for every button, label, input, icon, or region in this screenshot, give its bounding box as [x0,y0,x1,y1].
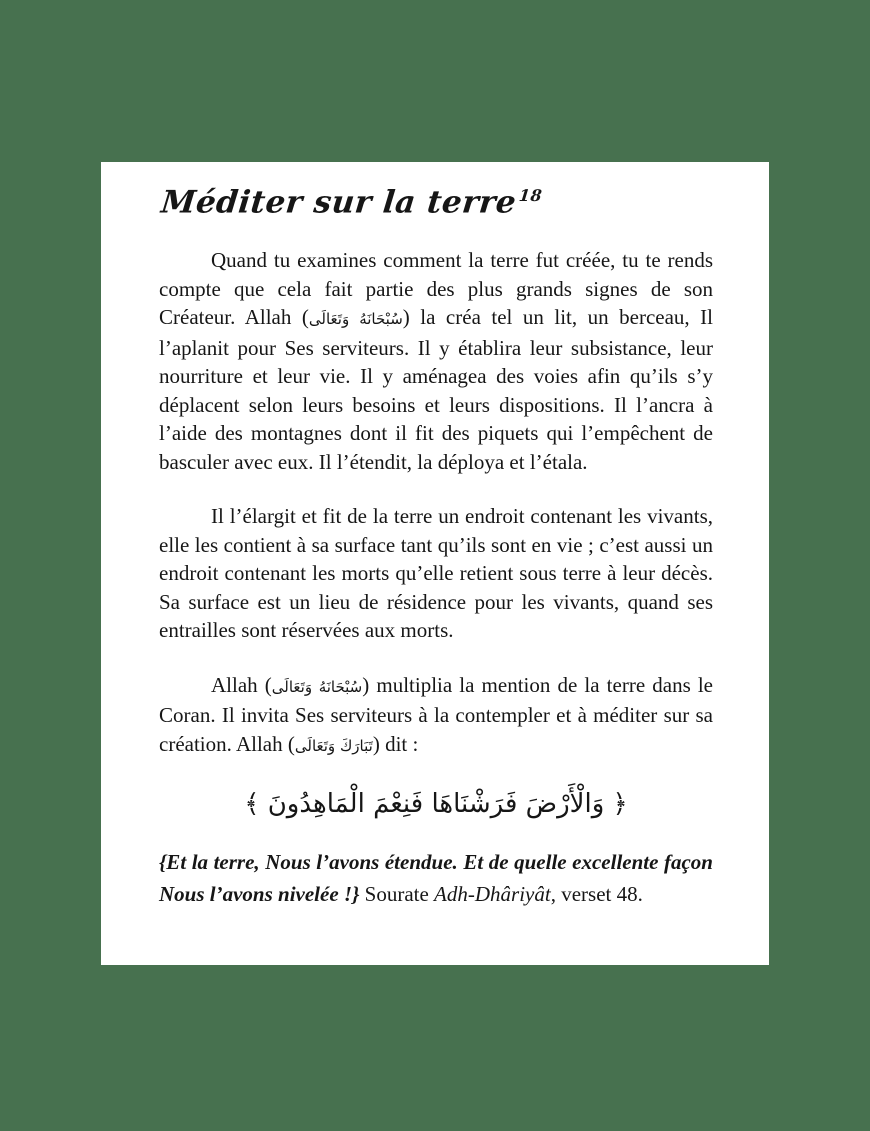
paragraph-1-text-a: Quand tu examines comment la terre fut créée, tu te rends compte que cela fait partie des plus grands signes de son Créateur. Allah ( [159,248,713,330]
sourate-name: Adh-Dhâriyât [434,882,551,907]
paragraph-3-text-c: ) dit : [372,731,419,756]
paragraph-1 [159,246,713,476]
footnote-reference: 18 [517,186,544,205]
paragraph-2: Il l’élargit et fit de la terre un endroit contenant les vivants, elle les contient à sa surface tant qu’ils sont en vie ; c’est aussi un endroit contenant les morts qu’elle retient sous terre à leur décès. Sa surface est un lieu de résidence pour les vivants, quand ses entrailles sont réservées aux morts. [159,504,713,643]
arabic-honorific-subhanahu: سُبْحَانَهُ وَتَعَالَى [308,310,403,329]
chapter-title-text: Méditer sur la terre [159,184,519,221]
paragraph-3-text-b: ) multiplia la mention de la terre dans le Coran. Il invita Ses serviteurs à la contempler et à méditer sur sa création. Allah ( [159,672,714,756]
translation-quote: {Et la terre, Nous l’avons étendue. Et de quelle excellente façon Nous l’avons nivelée !} [159,850,713,907]
verse-reference: , verset 48. [550,882,643,907]
arabic-honorific-subhanahu-2: سُبْحَانَهُ وَتَعَالَى [271,677,363,696]
chapter-title [159,174,718,224]
book-page [101,162,769,965]
paragraph-1-text-b: ) la créa tel un lit, un berceau, Il l’aplanit pour Ses serviteurs. Il y établira leur subsistance, leur nourriture et leur vie. Il y aménagea des voies afin qu’ils s’y déplacent selon leurs besoins et leurs dispositions. Il l’ancra à l’aide des montagnes dont il fit des piquets qui l’empêchent de basculer avec eux. Il l’étendit, la déploya et l’étala. [159,305,714,474]
sourate-label: Sourate [359,882,435,907]
arabic-honorific-tabaraka: تَبَارَكَ وَتَعَالَى [294,736,373,755]
paragraph-3 [159,671,713,761]
quran-verse-arabic: ﴿ وَالْأَرْضَ فَرَشْنَاهَا فَنِعْمَ الْمَاهِدُونَ ﴾ [244,789,628,820]
verse-translation [159,846,713,910]
paragraph-3-text-a: Allah ( [211,672,272,697]
